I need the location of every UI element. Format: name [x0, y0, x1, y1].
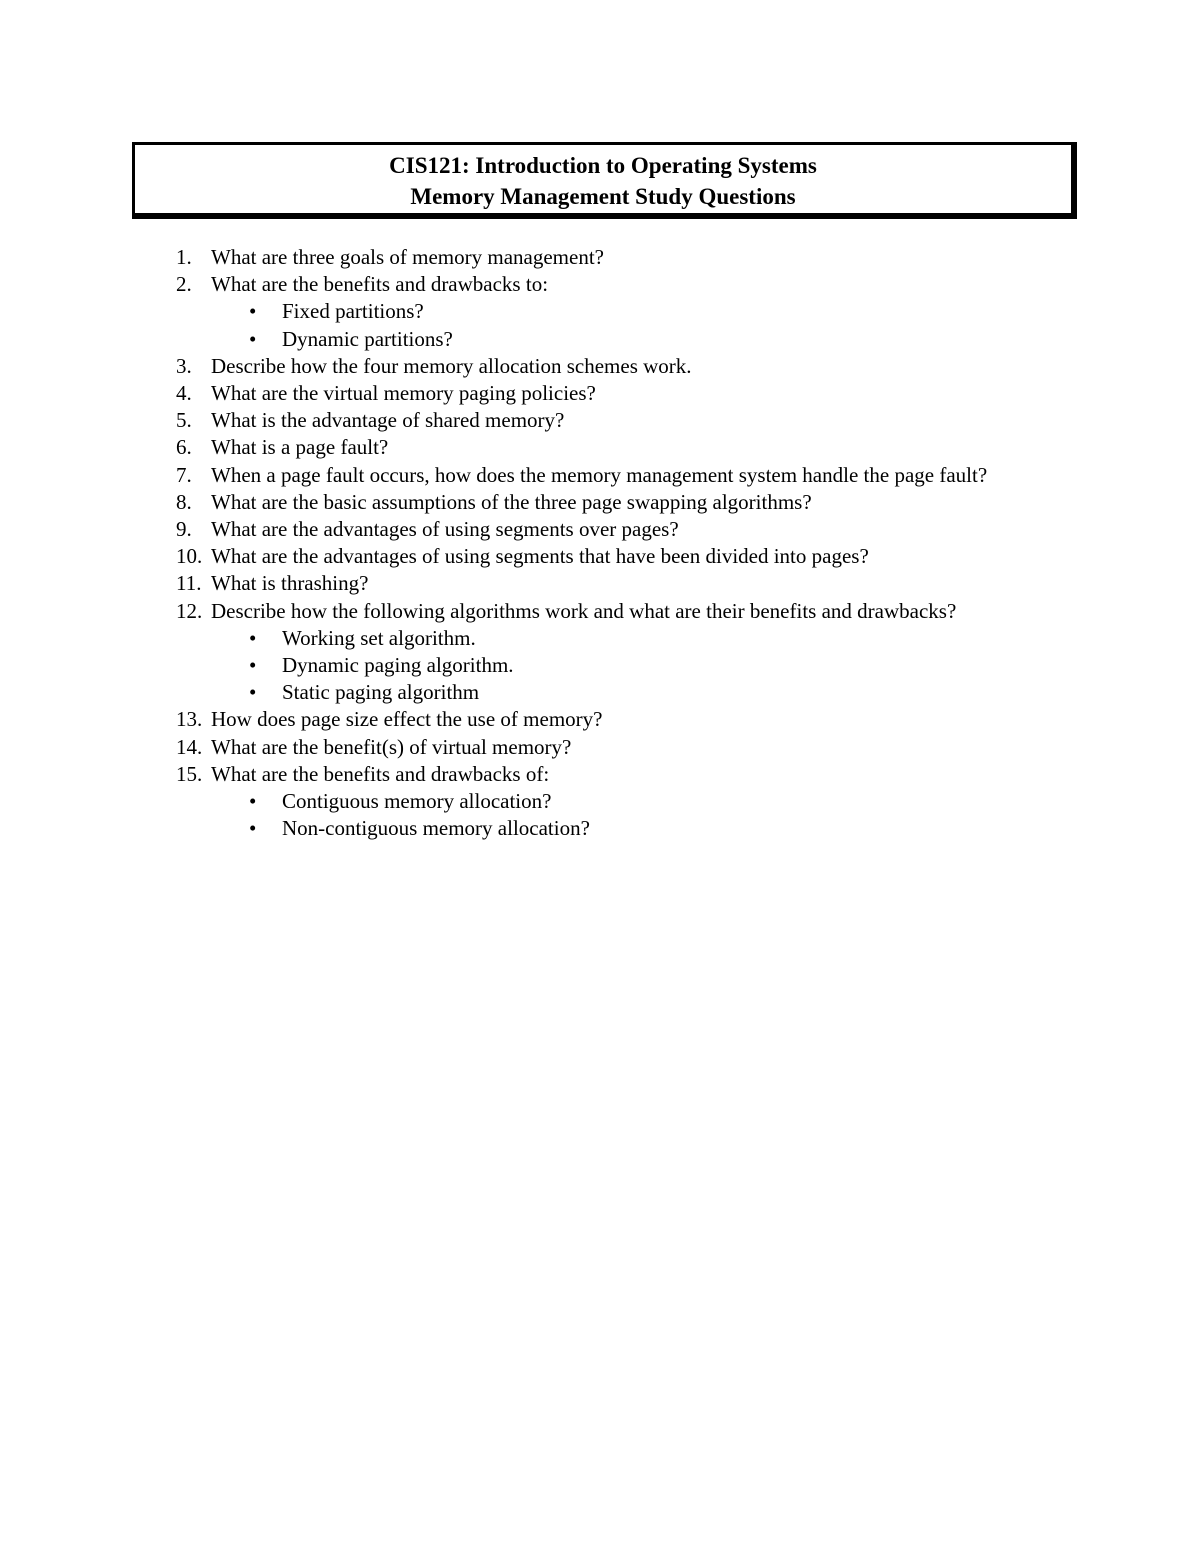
bullet-text: Contiguous memory allocation? [282, 789, 552, 814]
bullet-item [0, 625, 1200, 652]
question-number: 4. [176, 381, 192, 406]
course-title: CIS121: Introduction to Operating Systems [389, 153, 817, 178]
question-text: What are the advantages of using segments over pages? [211, 517, 679, 542]
question-number: 10. [176, 544, 203, 569]
question-item [0, 543, 1061, 570]
title-box [132, 142, 1077, 219]
bullet-icon: • [249, 789, 257, 814]
question-item [0, 353, 1061, 380]
bullet-item [0, 326, 1200, 353]
question-text: What are the advantages of using segments that have been divided into pages? [211, 544, 869, 569]
question-item [0, 598, 1061, 625]
question-item [0, 380, 1061, 407]
question-text: What is the advantage of shared memory? [211, 408, 565, 433]
bullet-icon: • [249, 816, 257, 841]
bullet-icon: • [249, 680, 257, 705]
question-text: What are the basic assumptions of the three page swapping algorithms? [211, 489, 812, 514]
bullet-item [0, 815, 1200, 842]
document-subtitle: Memory Management Study Questions [410, 184, 796, 209]
bullet-text: Static paging algorithm [282, 680, 480, 705]
bullet-text: Working set algorithm. [282, 625, 476, 650]
question-text: What is a page fault? [211, 435, 389, 460]
question-item [0, 734, 1061, 761]
question-number: 3. [176, 353, 192, 378]
question-number: 6. [176, 435, 192, 460]
bullet-item [0, 679, 1200, 706]
question-number: 12. [176, 598, 203, 623]
question-number: 9. [176, 517, 192, 542]
question-item [0, 407, 1061, 434]
question-item [0, 570, 1061, 597]
question-number: 8. [176, 489, 192, 514]
bullet-text: Dynamic partitions? [282, 326, 453, 351]
question-text: What is thrashing? [211, 571, 369, 596]
question-number: 14. [176, 734, 203, 759]
question-number: 7. [176, 462, 192, 487]
question-number: 15. [176, 761, 203, 786]
question-item [0, 462, 1061, 489]
question-text: Describe how the four memory allocation schemes work. [211, 353, 692, 378]
question-number: 11. [176, 571, 202, 596]
question-item [0, 516, 1061, 543]
question-item [0, 706, 1061, 733]
question-number: 13. [176, 707, 203, 732]
question-text: What are three goals of memory management? [211, 245, 604, 269]
question-text: Describe how the following algorithms work and what are their benefits and drawbacks? [211, 598, 957, 623]
question-number: 2. [176, 272, 192, 297]
bullet-icon: • [249, 653, 257, 678]
question-item [0, 434, 1061, 461]
bullet-text: Dynamic paging algorithm. [282, 653, 514, 678]
question-list [0, 244, 1200, 842]
question-item [0, 489, 1061, 516]
bullet-item [0, 298, 1200, 325]
question-number: 1. [176, 245, 192, 269]
question-item [0, 271, 1061, 298]
question-text: How does page size effect the use of memory? [211, 707, 603, 732]
question-item [0, 761, 1061, 788]
bullet-text: Non-contiguous memory allocation? [282, 816, 590, 841]
bullet-icon: • [249, 299, 257, 324]
bullet-item [0, 788, 1200, 815]
question-text: What are the benefits and drawbacks of: [211, 761, 550, 786]
bullet-icon: • [249, 625, 257, 650]
question-item [0, 244, 1061, 271]
bullet-text: Fixed partitions? [282, 299, 424, 324]
question-text: What are the benefits and drawbacks to: [211, 272, 549, 297]
bullet-icon: • [249, 326, 257, 351]
question-number: 5. [176, 408, 192, 433]
bullet-item [0, 652, 1200, 679]
question-text: What are the virtual memory paging policies? [211, 381, 596, 406]
question-text: What are the benefit(s) of virtual memory? [211, 734, 572, 759]
question-text: When a page fault occurs, how does the memory management system handle the page fault? [211, 462, 988, 487]
